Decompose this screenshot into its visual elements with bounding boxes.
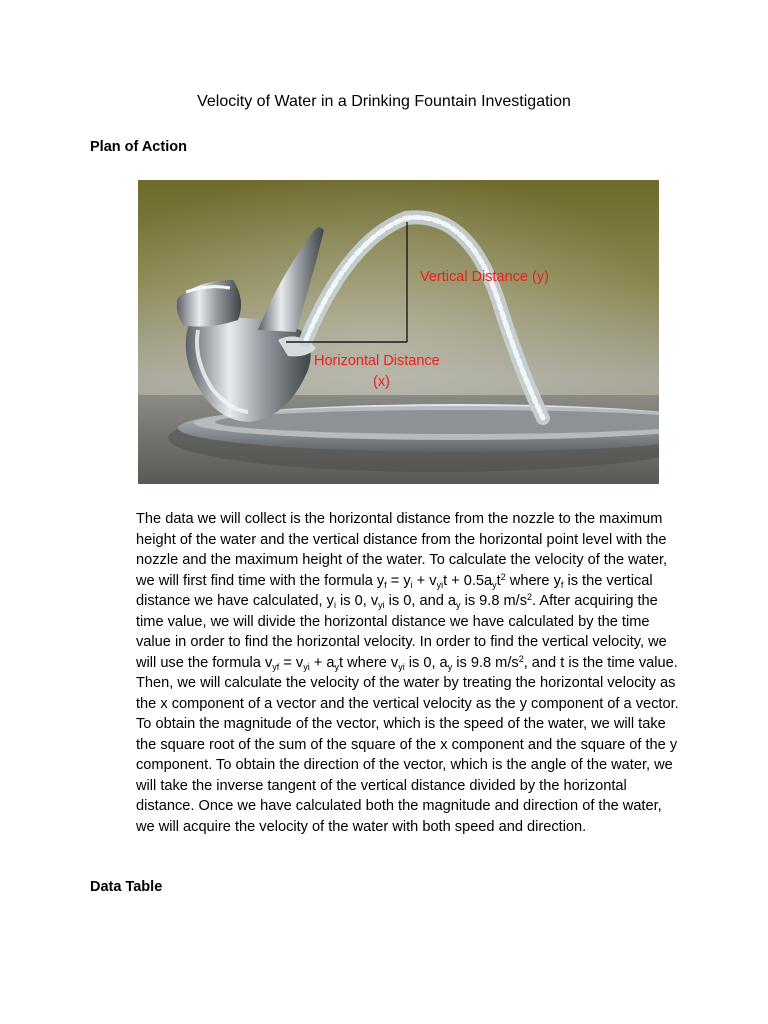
- plan-paragraph: The data we will collect is the horizontal distance from the nozzle to the maximum height of the water and the vertical distance from the horizontal point level with the nozzle and the maximum height of the water. To calculate the velocity of the water, we will first find time with the formula $y_f = y_i + v_{yi}t + 0.5a_yt^2$ where $y_f$ is the vertical distance we have calculated, $y_i$ is 0, $v_{yi}$ is 0, and $a_y$ is 9.8 $m/s^2$. After acquiring the time value, we will divide the horizontal distance we have calculated by the time value in order to find the horizontal velocity. In order to find the vertical velocity, we will use the formula $v_{yf} = v_{yi} + a_yt$ where $v_{yi}$ is 0, $a_y$ is 9.8 $m/s^2$, and t is the time value. Then, we will calculate the velocity of the water by treating the horizontal velocity as the x component of a vector and the vertical velocity as the y component of a vector. To obtain the magnitude of the vector, which is the speed of the water, we will take the square root of the sum of the square of the x component and the square of the y component. To obtain the direction of the vector, which is the angle of the water, we will take the inverse tangent of the vertical distance divided by the horizontal distance. Once we have calculated both the magnitude and direction of the water, we will acquire the velocity of the water with both speed and direction.: [136, 511, 679, 835]
- section-heading-data-table: Data Table: [90, 879, 163, 895]
- label-horizontal-distance: Horizontal Distance: [314, 353, 440, 369]
- section-heading-plan-of-action: Plan of Action: [90, 139, 187, 155]
- label-vertical-distance: Vertical Distance (y): [420, 269, 549, 285]
- fountain-diagram-image: [138, 180, 659, 484]
- document-title: Velocity of Water in a Drinking Fountain Investigation: [197, 93, 571, 110]
- label-horizontal-distance-x: (x): [373, 374, 390, 390]
